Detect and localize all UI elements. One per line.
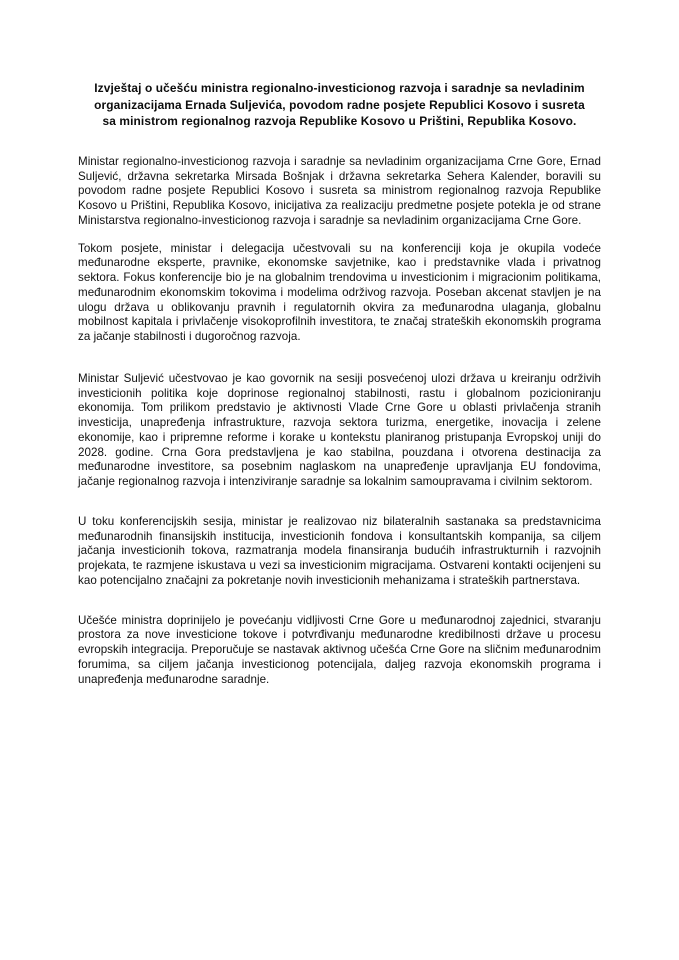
document-paragraphs — [78, 155, 601, 688]
page-title-line-1: Izvještaj o učešću ministra regionalno-investicionog razvoja i saradnje sa nevladinim — [94, 81, 585, 95]
body-paragraph-3: Ministar Suljević učestvovao je kao govornik na sesiji posvećenoj ulozi država u kreiranju održivih investicionih politika koje doprinose regionalnoj stabilnosti, rastu i globalnom pozicioniranju ekonomija. Tom prilikom predstavio je aktivnosti Vlade Crne Gore u oblasti privlačenja stranih investicija, unapređenja infrastrukture, razvoja sektora turizma, energetike, inovacija i zelene ekonomije, kao i pripremne reforme i korake u kontekstu planiranog pristupanja Evropskoj uniji do 2028. godine. Crna Gora predstavljena je kao stabilna, pouzdana i otvorena destinacija za međunarodne investitore, sa posebnim naglaskom na unapređenje upravljanja EU fondovima, jačanje regionalnog razvoja i intenziviranje saradnje sa lokalnim samoupravama i civilnim sektorom. — [78, 371, 601, 489]
body-paragraph-5: Učešće ministra doprinijelo je povećanju vidljivosti Crne Gore u međunarodnoj zajednici, stvaranju prostora za nove investicione tokove i potvrđivanju međunarodne kredibilnosti države u procesu evropskih integracija. Preporučuje se nastavak aktivnog učešća Crne Gore na sličnim međunarodnim forumima, sa ciljem jačanja investicionog potencijala, daljeg razvoja ekonomskih programa i unapređenja međunarodne saradnje. — [78, 613, 601, 686]
body-paragraph-4: U toku konferencijskih sesija, ministar je realizovao niz bilateralnih sastanaka sa predstavnicima međunarodnih finansijskih institucija, investicionih fondova i konsultantskih kompanija, sa ciljem jačanja investicionih tokova, razmatranja modela finansiranja budućih infrastrukturnih i razvojnih projekata, te razmjene iskustava u vezi sa investicionim migracijama. Ostvareni kontakti ocijenjeni su kao potencijalno značajni za pokretanje novih investicionih mehanizama i strateških partnerstava. — [78, 514, 601, 587]
page-title — [78, 0, 601, 130]
page-title-line-3: sa ministrom regionalnog razvoja Republike Kosovo u Prištini, Republika Kosovo. — [102, 114, 577, 129]
body-paragraph-1: Ministar regionalno-investicionog razvoja i saradnje sa nevladinim organizacijama Crne Gore, Ernad Suljević, državna sekretarka Mirsada Bošnjak i državna sekretarka Sehera Kalender, boravili su povodom radne posjete Republici Kosovo i susreta sa ministrom regionalnog razvoja Republike Kosovo u Prištini, Republika Kosovo, inicijativa za realizaciju predmetne posjete potekla je od strane Ministarstva regionalno-investicionog razvoja i saradnje sa nevladinim organizacijama Crne Gore. — [78, 154, 601, 227]
body-paragraph-2: Tokom posjete, ministar i delegacija učestvovali su na konferenciji koja je okupila vodeće međunarodne eksperte, pravnike, ekonomske savjetnike, kao i predstavnike vlada i privatnog sektora. Fokus konferencije bio je na globalnim trendovima u investicionim i migracionim politikama, međunarodnim ekonomskim tokovima i modelima održivog razvoja. Poseban akcenat stavljen je na ulogu država u oblikovanju pravnih i regulatornih okvira za međunarodna ulaganja, globalnu mobilnost kapitala i privlačenje visokoprofilnih investitora, te značaj strateških ekonomskih programa za jačanje stabilnosti i dugoročnog razvoja. — [78, 241, 601, 344]
page-title-line-2: organizacijama Ernada Suljevića, povodom radne posjete Republici Kosovo i susreta — [94, 97, 585, 112]
document-body — [78, 0, 601, 687]
